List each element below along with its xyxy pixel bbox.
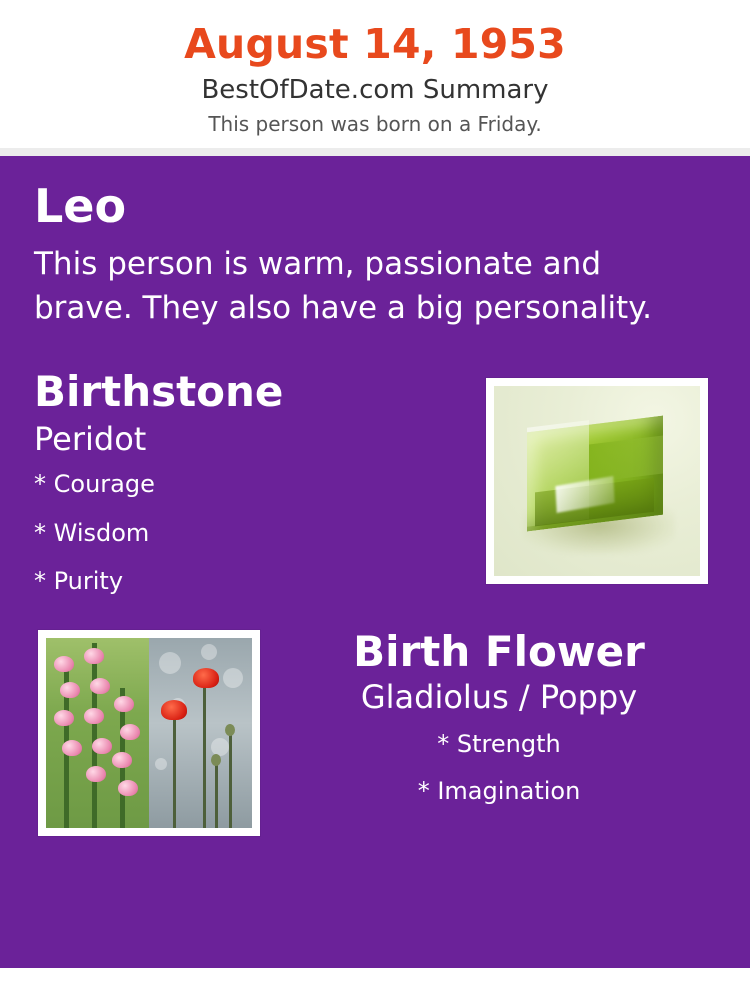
birthstone-title: Birthstone xyxy=(34,367,284,417)
birthflower-trait: * Strength xyxy=(437,730,561,759)
flower-split-photo xyxy=(46,638,252,828)
header-divider xyxy=(0,148,750,156)
zodiac-description: This person is warm, passionate and brave. They also have a big personality. xyxy=(34,246,652,327)
birthstone-trait: * Purity xyxy=(34,567,124,596)
birthstone-section xyxy=(34,367,716,600)
birthflower-text xyxy=(282,627,716,805)
born-day-note: This person was born on a Friday. xyxy=(208,112,542,137)
birthflower-name: Gladiolus / Poppy xyxy=(360,677,638,716)
birthstone-name: Peridot xyxy=(34,419,147,458)
birthstone-image xyxy=(486,378,708,584)
card-header xyxy=(0,0,750,148)
birthstone-image-inner xyxy=(494,386,700,576)
birthstone-trait: * Courage xyxy=(34,470,155,499)
details-panel xyxy=(0,156,750,968)
zodiac-sign-name: Leo xyxy=(34,179,127,234)
gladiolus-photo-half xyxy=(46,638,149,828)
birthflower-title: Birth Flower xyxy=(353,627,645,677)
birthflower-section xyxy=(34,627,716,840)
birthflower-image xyxy=(38,630,260,836)
site-summary-label: BestOfDate.com Summary xyxy=(201,74,549,105)
poppy-photo-half xyxy=(149,638,252,828)
birthstone-trait: * Wisdom xyxy=(34,518,150,547)
page-title: August 14, 1953 xyxy=(184,20,566,68)
birthflower-image-inner xyxy=(46,638,252,828)
birthflower-trait: * Imagination xyxy=(417,776,581,805)
